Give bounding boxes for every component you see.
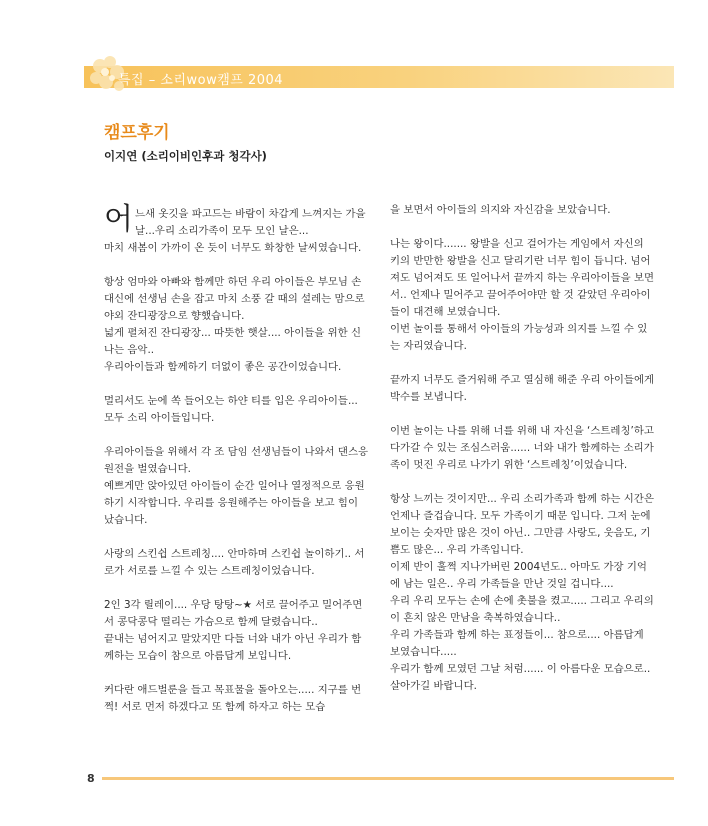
header-title: 특집 – 소리wow캠프 2004 — [118, 73, 284, 88]
drop-cap: 어 — [104, 202, 133, 237]
page-number: 8 — [87, 772, 95, 785]
paragraph: 멀리서도 눈에 쏙 들어오는 하얀 티를 입은 우리아이들... 모두 소리 아이들입니다. — [104, 395, 358, 424]
article-byline: 이지연 (소리이비인후과 청각사) — [104, 149, 267, 163]
paragraph: 나는 왕이다....... 왕발을 신고 걸어가는 게임에서 자신의 키의 반만한 왕발을 신고 달리기란 너무 힘이 듭니다. 넘어져도 넘어져도 또 일어나서 끝까지 하는 우리아이들을 보면서.. 언제나 밀어주고 끌어주어야만 할 것 같았던 우리아이들이 대견해 보였습니다. — [390, 238, 655, 318]
right-column — [390, 202, 654, 695]
paragraph: 항상 엄마와 아빠와 함께만 하던 우리 아이들은 부모님 손 대신에 선생님 손을 잡고 마치 소풍 갈 때의 설레는 맘으로 야외 잔디광장으로 향했습니다. — [104, 276, 365, 322]
footer-rule — [102, 777, 674, 780]
paragraph: 우리 우리 모두는 손에 손에 촛불을 켰고..... 그리고 우리의 이 흔치 않은 만남을 축복하였습니다.. — [390, 595, 654, 624]
paragraph: 2인 3각 릴레이.... 우당 탕탕~★ 서로 끌어주고 밀어주면서 콩닥콩닥 떨리는 가슴으로 함께 달렸습니다.. — [104, 599, 363, 628]
paragraph: 이번 놀이는 나를 위해 너를 위해 내 자신을 ‘스트레칭’하고 다가갈 수 있는 조심스러움...... 너와 내가 함께하는 소리가족이 멋진 우리로 나가기 위한 ‘스트레칭’이었습니다. — [390, 425, 654, 471]
article-title: 캠프후기 — [104, 123, 170, 143]
paragraph: 예쁘게만 앉아있던 아이들이 순간 일어나 열정적으로 응원하기 시작합니다. 우리를 응원해주는 아이들을 보고 힘이 났습니다. — [104, 480, 365, 526]
paragraph: 우리가 함께 모였던 그날 처럼...... 이 아름다운 모습으로..살아가길 바랍니다. — [390, 663, 651, 692]
paragraph: 사랑의 스킨쉽 스트레칭.... 안마하며 스킨쉽 놀이하기.. 서로가 서로를 느낄 수 있는 스트레칭이었습니다. — [104, 548, 365, 577]
paragraph: 커다란 애드벌룬을 들고 목표물을 돌아오는..... 지구를 번쩍! 서로 먼저 하겠다고 또 함께 하자고 하는 모습 — [104, 684, 362, 713]
paragraph: 우리 가족들과 함께 하는 표정들이... 참으로.... 아름답게 보였습니다..... — [390, 629, 644, 658]
left-column — [104, 202, 369, 716]
paragraph: 끝내는 넘어지고 말았지만 다들 너와 내가 아닌 우리가 함께하는 모습이 참으로 아름답게 보입니다. — [104, 633, 362, 662]
paragraph: 우리아이들과 함께하기 더없이 좋은 공간이었습니다. — [104, 361, 342, 373]
paragraph: 을 보면서 아이들의 의지와 자신감을 보았습니다. — [390, 204, 611, 216]
paragraph: 항상 느끼는 것이지만... 우리 소리가족과 함께 하는 시간은 언제나 즐겁습니다. 모두 가족이기 때문 입니다. 그저 눈에 보이는 숫자만 많은 것이 아닌.. 그만큼 사랑도, 웃음도, 기쁨도 많은... 우리 가족입니다. — [390, 493, 654, 556]
paragraph: 마치 새봄이 가까이 온 듯이 너무도 화창한 날씨였습니다. — [104, 242, 362, 254]
paragraph: 이제 반이 훌쩍 지나가버린 2004년도.. 아마도 가장 기억에 남는 일은.. 우리 가족들을 만난 것일 겁니다.... — [390, 561, 647, 590]
paragraph: 넓게 펼쳐진 잔디광장... 따뜻한 햇살.... 아이들을 위한 신나는 음악.. — [104, 327, 362, 356]
paragraph: 끝까지 너무도 즐거워해 주고 열심해 해준 우리 아이들에게 박수를 보냅니다. — [390, 374, 655, 403]
paragraph: 우리아이들을 위해서 각 조 담임 선생님들이 나와서 댄스응원전을 벌였습니다. — [104, 446, 369, 475]
paragraph: 이번 놀이를 통해서 아이들의 가능성과 의지를 느낄 수 있는 자리였습니다. — [390, 323, 648, 352]
paragraph: 어느새 옷깃을 파고드는 바람이 차갑게 느껴지는 가을날...우리 소리가족이 모두 모인 날은... — [104, 202, 366, 237]
